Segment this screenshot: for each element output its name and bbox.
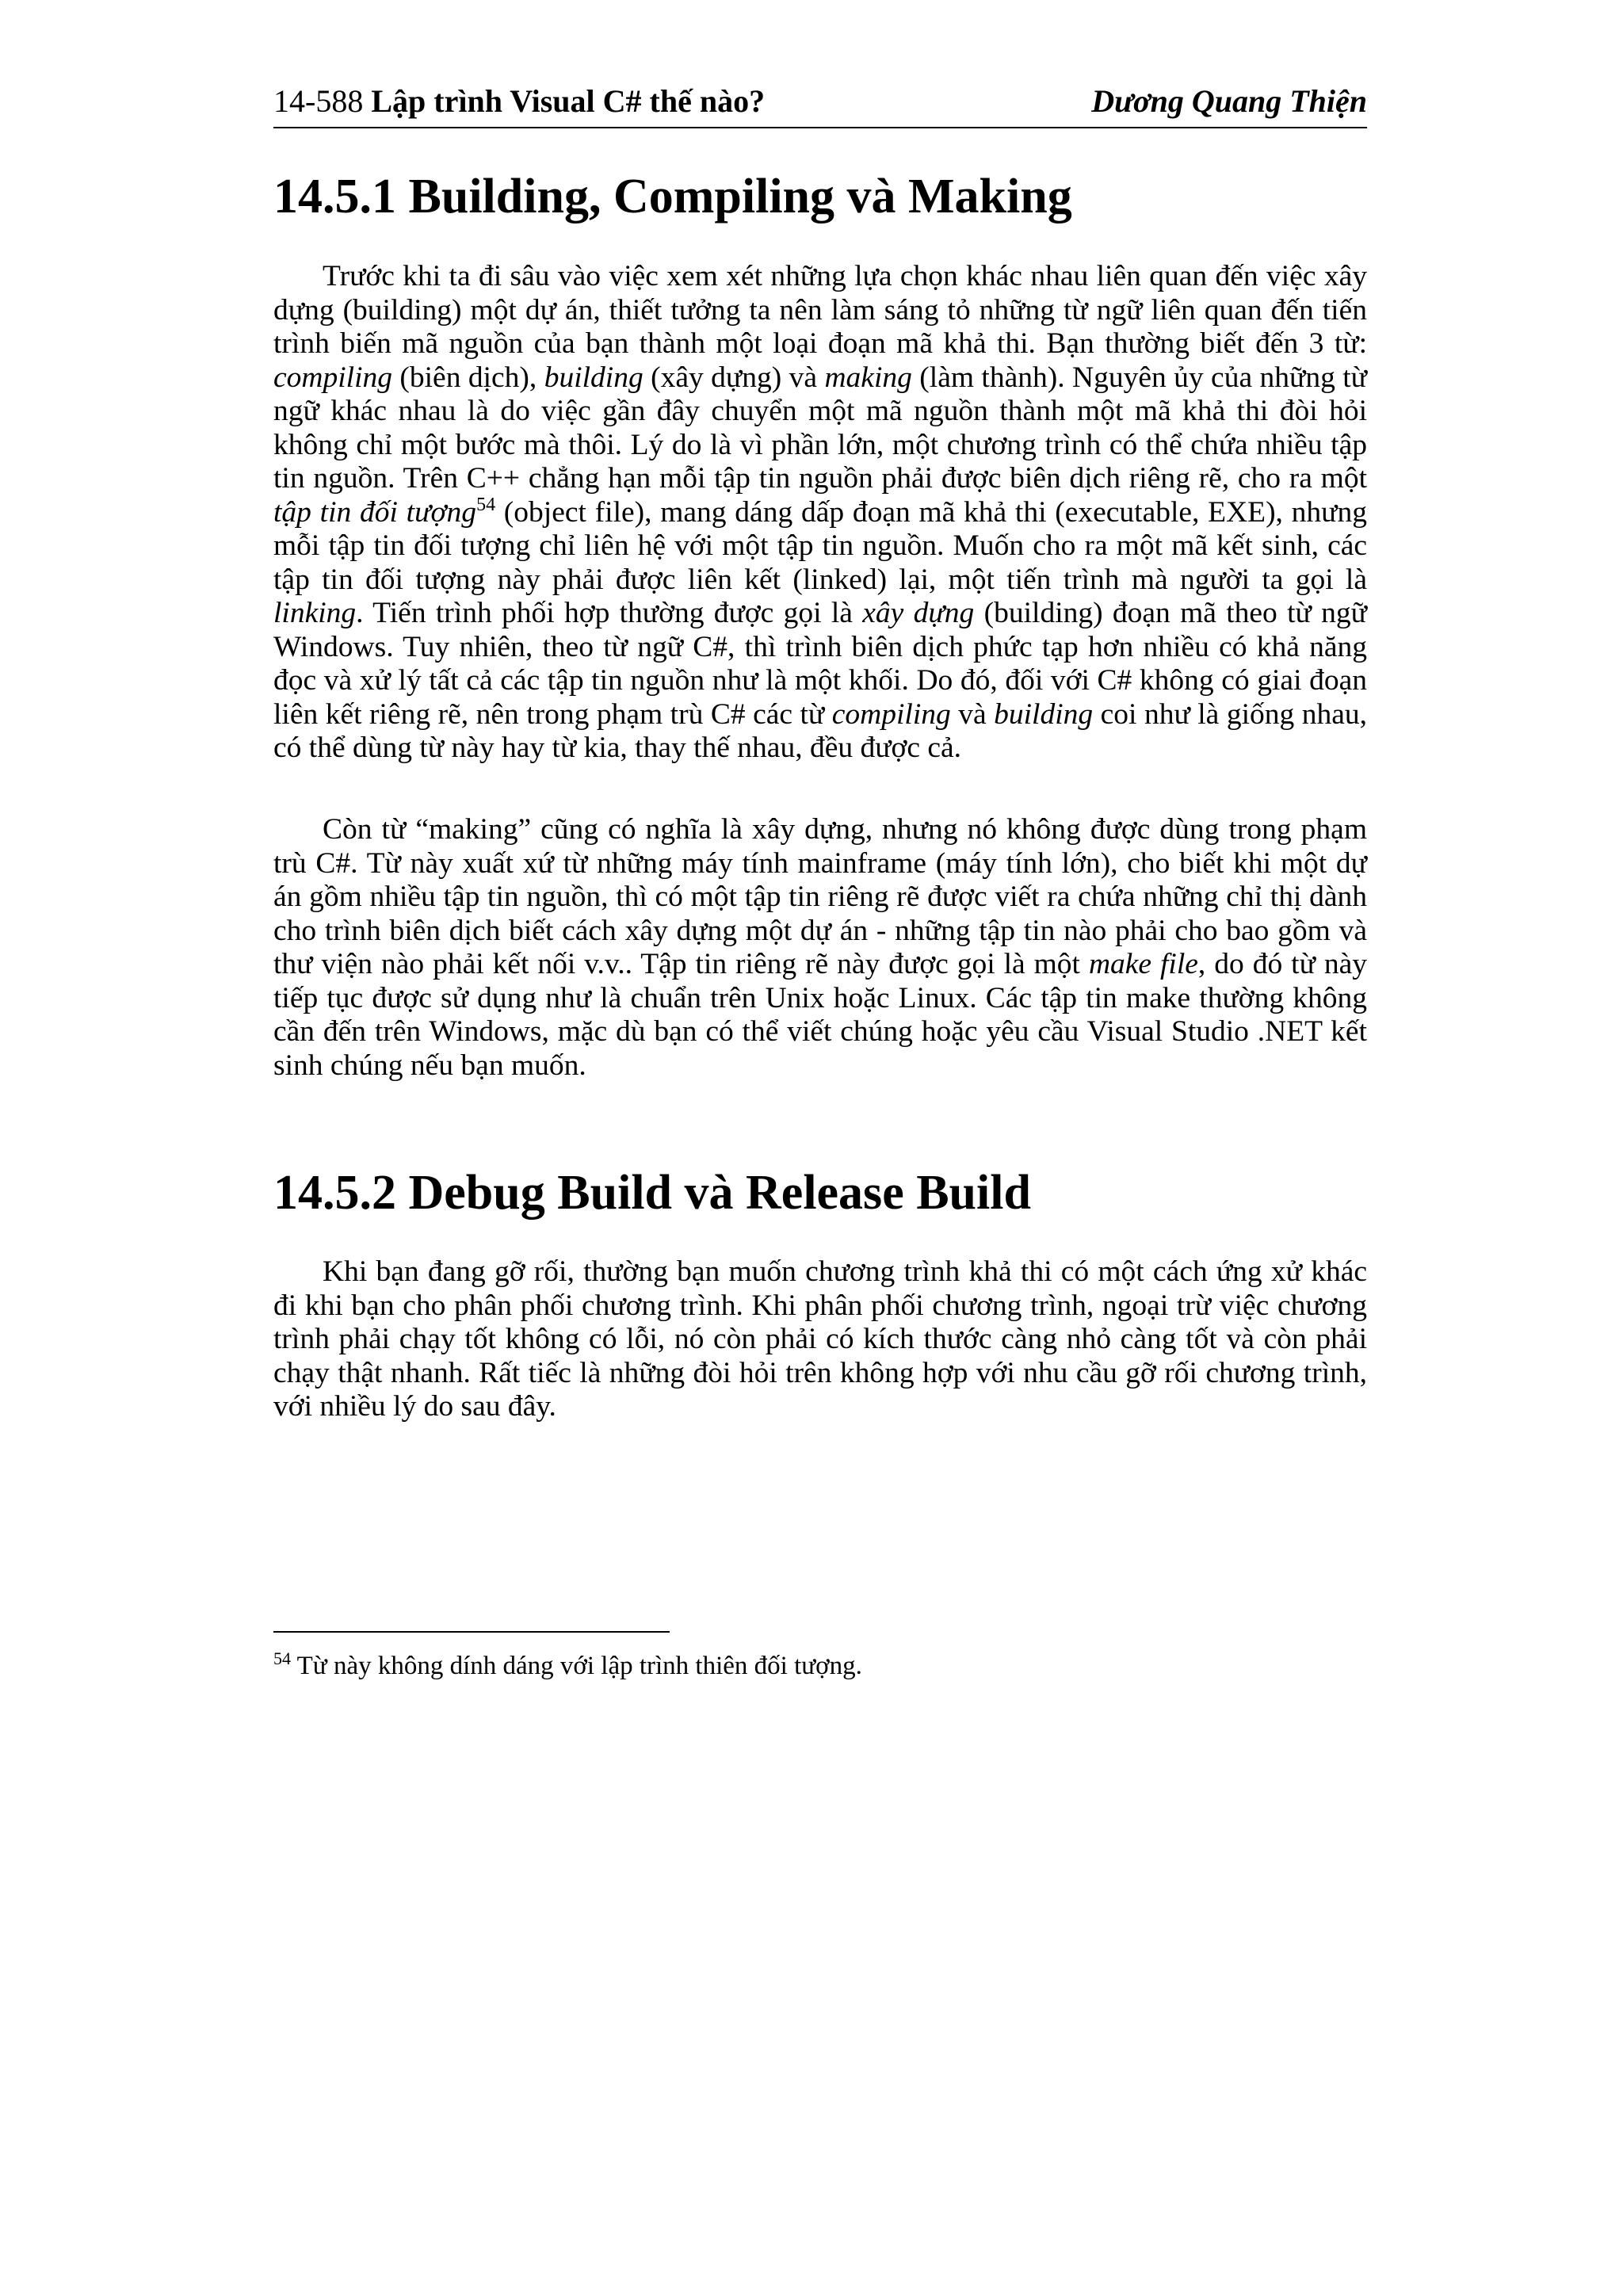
header-divider [273,127,1367,128]
text-run: , do đó từ này tiếp tục được sử dụng như là chuẩn trên Unix hoặc Linux. Các tập tin make thường không cần đến trên Windows, mặc dù bạn có thể viết chúng hoặc yêu cầu Visual Studio .NET kết sinh chúng nếu bạn muốn. [273,948,1368,1082]
footnote-text: Từ này không dính dáng với lập trình thiên đối tượng. [291,1652,862,1680]
text-run: và [950,697,995,731]
page-number: 14-588 [273,83,364,119]
italic-term: tập tin đối tượng [273,495,477,529]
text-run: . Tiến trình phối hợp thường được gọi là [356,597,863,629]
italic-term: making [824,361,912,394]
footnote-divider [273,1631,670,1633]
italic-term: linking [273,597,357,629]
italic-term: compiling [831,697,951,731]
footnote-reference[interactable]: 54 [476,494,496,515]
body-paragraph [273,813,1367,1083]
section-heading-14-5-1: 14.5.1 Building, Compiling và Making [273,170,1072,223]
text-run: Còn từ “making” cũng có nghĩa là xây dựng, nhưng nó không được dùng trong phạm trù C#. Từ này xuất xứ từ những máy tính mainframe (máy tính lớn), cho biết khi một dự án gồm nhiều tập tin nguồn, thì có một tập tin riêng rẽ được viết ra chứa những chỉ thị dành cho trình biên dịch biết cách xây dựng một dự án - những tập tin nào phải cho bao gồm và thư viện nào phải kết nối v.v.. Tập tin riêng rẽ này được gọi là một [273,813,1367,980]
text-run: Trước khi ta đi sâu vào việc xem xét những lựa chọn khác nhau liên quan đến việc xây dựng (building) một dự án, thiết tưởng ta nên làm sáng tỏ những từ ngữ liên quan đến tiến trình biến mã nguồn của bạn thành một loại đoạn mã khả thi. Bạn thường biết đến 3 từ: [273,260,1367,360]
text-run: coi như là giống nhau, có thể dùng từ này hay từ kia, thay thế nhau, đều được cả. [273,697,1367,764]
italic-term: building [544,361,643,394]
header-left [273,78,765,125]
body-paragraph [273,260,1367,766]
italic-term: compiling [273,361,392,394]
footnote [273,1648,862,1683]
section-heading-14-5-2: 14.5.2 Debug Build và Release Build [273,1166,1031,1220]
author-name: Dương Quang Thiện [1091,83,1367,119]
text-run: (làm thành). Nguyên ủy của những từ ngữ khác nhau là do việc gần đây chuyển một mã nguồn thành một mã khả thi đòi hỏi không chỉ một bước mà thôi. Lý do là vì phần lớn, một chương trình có thể chứa nhiều tập tin nguồn. Trên C++ chẳng hạn mỗi tập tin nguồn phải được biên dịch riêng rẽ, cho ra một [273,361,1367,495]
italic-term: make file [1088,948,1198,980]
text-run: (object file), mang dáng dấp đoạn mã khả thi (executable, EXE), nhưng mỗi tập tin đối tượng chỉ liên hệ với một tập tin nguồn. Muốn cho ra một mã kết sinh, các tập tin đối tượng này phải được liên kết (linked) lại, một tiến trình mà người ta gọi là [273,495,1368,596]
italic-term: xây dựng [862,597,975,629]
running-header [273,78,1367,125]
footnote-number: 54 [273,1648,291,1668]
text-run: (building) đoạn mã theo từ ngữ Windows. Tuy nhiên, theo từ ngữ C#, thì trình biên dịch phức tạp hơn nhiều có khả năng đọc và xử lý tất cả các tập tin nguồn như là một khối. Do đó, đối với C# không có giai đoạn liên kết riêng rẽ, nên trong phạm trù C# các từ [273,597,1368,731]
italic-term: building [994,697,1094,731]
book-title: Lập trình Visual C# thế nào? [371,83,766,119]
text-run: (biên dịch), [391,361,544,394]
text-run: (xây dựng) và [643,361,825,394]
body-paragraph: Khi bạn đang gỡ rối, thường bạn muốn chương trình khả thi có một cách ứng xử khác đi khi bạn cho phân phối chương trình. Khi phân phối chương trình, ngoại trừ việc chương trình phải chạy tốt không có lỗi, nó còn phải có kích thước càng nhỏ càng tốt và còn phải chạy thật nhanh. Rất tiếc là những đòi hỏi trên không hợp với nhu cầu gỡ rối chương trình, với nhiều lý do sau đây. [273,1255,1367,1423]
